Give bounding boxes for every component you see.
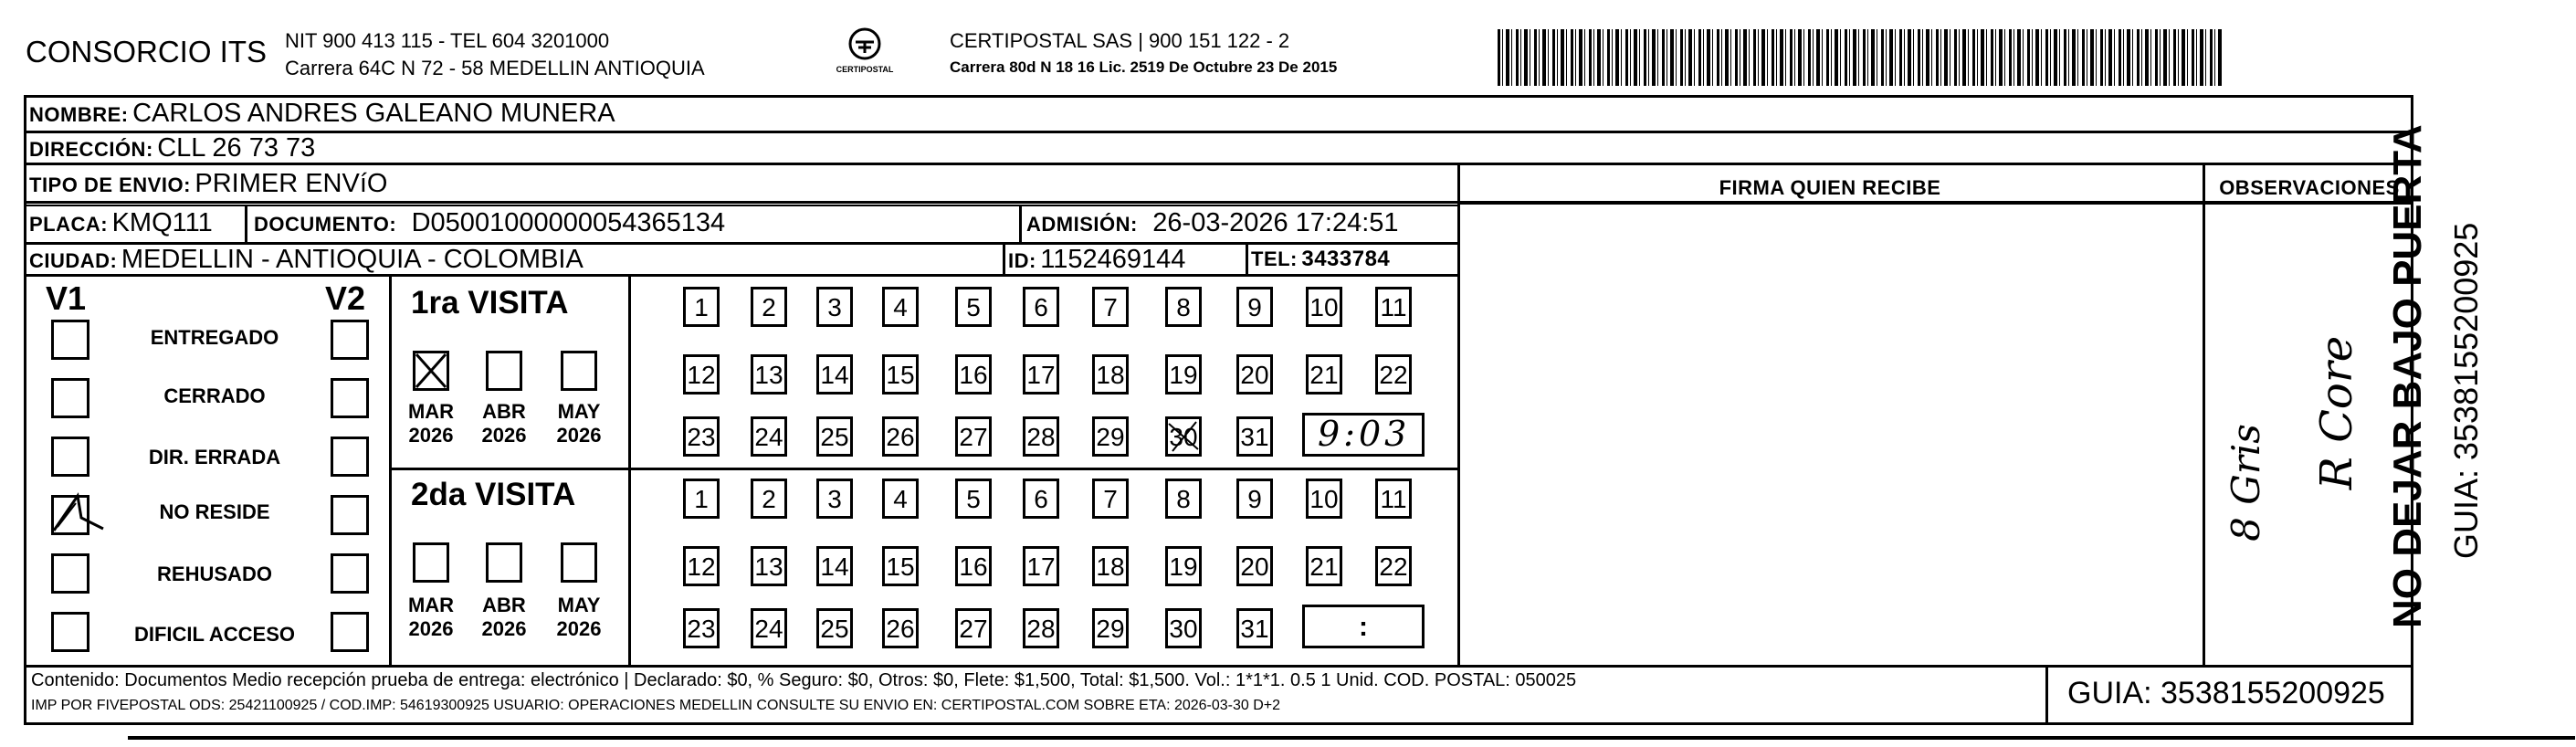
first-day-25[interactable]: 25 xyxy=(816,416,853,457)
handwritten-check-mark xyxy=(50,490,105,536)
handwritten-time: 9:03 xyxy=(1318,414,1411,454)
col-divider xyxy=(1003,243,1005,276)
first-day-8[interactable]: 8 xyxy=(1165,287,1202,327)
id-row xyxy=(1008,245,1185,275)
second-day-6[interactable]: 6 xyxy=(1023,479,1059,519)
first-day-26[interactable]: 26 xyxy=(882,416,919,457)
month-name: MAR xyxy=(407,594,455,616)
status-cerrado: CERRADO xyxy=(163,384,266,407)
second-day-28[interactable]: 28 xyxy=(1023,608,1059,648)
month-year: 2026 xyxy=(481,424,527,447)
second-day-21[interactable]: 21 xyxy=(1306,546,1342,586)
second-visit-title: 2da VISITA xyxy=(411,477,576,512)
tipo-row xyxy=(29,169,387,199)
second-day-2[interactable]: 2 xyxy=(751,479,787,519)
v2-checkbox-cerrado[interactable] xyxy=(331,378,369,418)
second-day-7[interactable]: 7 xyxy=(1092,479,1129,519)
row-divider xyxy=(391,468,1459,470)
second-day-13[interactable]: 13 xyxy=(751,546,787,586)
tipo-value: PRIMER ENVíO xyxy=(195,169,388,198)
bottom-rule xyxy=(128,736,2575,740)
observaciones-area[interactable] xyxy=(2205,205,2413,665)
documento-row xyxy=(254,208,725,238)
second-day-10[interactable]: 10 xyxy=(1306,479,1342,519)
row-divider xyxy=(24,163,2413,165)
footer-imp: IMP POR FIVEPOSTAL ODS: 25421100925 / COD.IMP: 54619300925 USUARIO: OPERACIONES MEDELLIN CONSULTE SU ENVIO EN: CERTIPOSTAL.COM SOBRE ETA: 2026-03-30 D+2 xyxy=(31,698,1281,713)
first-day-5[interactable]: 5 xyxy=(955,287,992,327)
second-month-checkbox-mar[interactable] xyxy=(413,542,449,583)
col-divider xyxy=(1019,205,1022,243)
tel-label: TEL: xyxy=(1251,247,1298,270)
v2-checkbox-entregado[interactable] xyxy=(331,320,369,360)
row-divider xyxy=(24,131,2413,133)
first-day-7[interactable]: 7 xyxy=(1092,287,1129,327)
second-day-31[interactable]: 31 xyxy=(1236,608,1273,648)
first-month-may xyxy=(552,400,606,447)
side-warning: NO DEJAR BAJO PUERTA xyxy=(2385,124,2430,628)
company-nit: NIT 900 413 115 - TEL 604 3201000 xyxy=(285,29,610,52)
second-day-18[interactable]: 18 xyxy=(1092,546,1129,586)
second-visit-time-box[interactable] xyxy=(1302,605,1425,648)
first-day-12[interactable]: 12 xyxy=(683,354,720,395)
col-divider xyxy=(628,276,631,667)
month-name: MAY xyxy=(557,400,601,423)
second-month-may xyxy=(552,594,606,641)
first-day-4[interactable]: 4 xyxy=(882,287,919,327)
documento-value: D05001000000054365134 xyxy=(411,208,726,237)
first-visit-title: 1ra VISITA xyxy=(411,285,569,321)
first-month-checkbox-mar[interactable] xyxy=(413,351,449,391)
first-day-28[interactable]: 28 xyxy=(1023,416,1059,457)
col-divider xyxy=(389,276,392,667)
first-day-16[interactable]: 16 xyxy=(955,354,992,395)
second-day-11[interactable]: 11 xyxy=(1375,479,1412,519)
placa-value: KMQ111 xyxy=(111,208,213,237)
second-day-22[interactable]: 22 xyxy=(1375,546,1412,586)
handwritten-note-2: R Core xyxy=(2311,335,2363,490)
certipostal-logo xyxy=(833,26,897,89)
col-divider xyxy=(1457,164,1460,667)
footer-contenido: Contenido: Documentos Medio recepción prueba de entrega: electrónico | Declarado: $0, % Seguro: $0, Otros: $0, Flete: $1,500, Total: $1,500. Vol.: 1*1*1. 0.5 1 Unid. COD. POSTAL: 050025 xyxy=(31,670,1577,690)
direccion-value: CLL 26 73 73 xyxy=(157,133,316,163)
v2-checkbox-rehusado[interactable] xyxy=(331,553,369,594)
month-year: 2026 xyxy=(556,617,602,640)
second-day-19[interactable]: 19 xyxy=(1165,546,1202,586)
first-visit-time-box[interactable] xyxy=(1302,413,1425,457)
placa-label: PLACA: xyxy=(29,213,109,236)
first-day-6[interactable]: 6 xyxy=(1023,287,1059,327)
second-day-5[interactable]: 5 xyxy=(955,479,992,519)
second-day-4[interactable]: 4 xyxy=(882,479,919,519)
v1-checkbox-entregado[interactable] xyxy=(51,320,89,360)
first-day-22[interactable]: 22 xyxy=(1375,354,1412,395)
admision-value: 26-03-2026 17:24:51 xyxy=(1152,208,1399,237)
admision-label: ADMISIÓN: xyxy=(1026,213,1138,236)
admision-row xyxy=(1026,208,1399,238)
first-day-21[interactable]: 21 xyxy=(1306,354,1342,395)
col-divider xyxy=(1246,243,1248,276)
first-day-19[interactable]: 19 xyxy=(1165,354,1202,395)
nombre-label: NOMBRE: xyxy=(29,103,129,126)
tel-value: 3433784 xyxy=(1301,247,1391,271)
col-divider xyxy=(2045,667,2048,725)
status-entregado: ENTREGADO xyxy=(150,326,279,349)
v1-checkbox-cerrado[interactable] xyxy=(51,378,89,418)
second-day-16[interactable]: 16 xyxy=(955,546,992,586)
tel-row xyxy=(1251,247,1390,272)
logo-text: CERTIPOSTAL xyxy=(836,65,894,74)
month-name: MAY xyxy=(557,594,601,616)
first-day-17[interactable]: 17 xyxy=(1023,354,1059,395)
carrier-name: CERTIPOSTAL SAS | 900 151 122 - 2 xyxy=(950,29,1290,52)
second-month-checkbox-may[interactable] xyxy=(561,542,597,583)
handwritten-note-1: 8 Gris xyxy=(2223,424,2268,542)
second-day-27[interactable]: 27 xyxy=(955,608,992,648)
first-day-1[interactable]: 1 xyxy=(683,287,720,327)
first-day-3[interactable]: 3 xyxy=(816,287,853,327)
first-day-29[interactable]: 29 xyxy=(1092,416,1129,457)
direccion-row xyxy=(29,133,315,163)
certipostal-logo-icon xyxy=(846,26,883,62)
v2-label: V2 xyxy=(325,279,366,317)
second-day-30[interactable]: 30 xyxy=(1165,608,1202,648)
month-name: MAR xyxy=(407,400,455,423)
second-day-15[interactable]: 15 xyxy=(882,546,919,586)
second-day-25[interactable]: 25 xyxy=(816,608,853,648)
v1-checkbox-dificil-acceso[interactable] xyxy=(51,612,89,652)
first-day-27[interactable]: 27 xyxy=(955,416,992,457)
row-divider xyxy=(24,665,2413,668)
second-month-checkbox-abr[interactable] xyxy=(486,542,522,583)
time-placeholder: : xyxy=(1359,612,1368,642)
id-value: 1152469144 xyxy=(1040,245,1186,274)
scribble-mark xyxy=(1165,416,1202,457)
company-name: CONSORCIO ITS xyxy=(26,35,268,68)
first-day-30[interactable]: 30 xyxy=(1165,416,1202,457)
month-year: 2026 xyxy=(481,617,527,640)
month-year: 2026 xyxy=(408,617,454,640)
ciudad-value: MEDELLIN - ANTIOQUIA - COLOMBIA xyxy=(121,245,584,274)
first-day-18[interactable]: 18 xyxy=(1092,354,1129,395)
second-day-8[interactable]: 8 xyxy=(1165,479,1202,519)
status-rehusado: REHUSADO xyxy=(157,563,272,585)
second-day-1[interactable]: 1 xyxy=(683,479,720,519)
firma-header: FIRMA QUIEN RECIBE xyxy=(1719,176,1941,199)
second-day-26[interactable]: 26 xyxy=(882,608,919,648)
second-day-14[interactable]: 14 xyxy=(816,546,853,586)
second-day-24[interactable]: 24 xyxy=(751,608,787,648)
first-day-20[interactable]: 20 xyxy=(1236,354,1273,395)
footer-guia: GUIA: 3538155200925 xyxy=(2067,676,2385,710)
tipo-label: TIPO DE ENVIO: xyxy=(29,174,191,196)
first-day-14[interactable]: 14 xyxy=(816,354,853,395)
first-month-abr xyxy=(477,400,531,447)
observaciones-header: OBSERVACIONES xyxy=(2219,176,2400,199)
ciudad-row xyxy=(29,245,584,275)
placa-row xyxy=(29,208,213,238)
v1-checkbox-rehusado[interactable] xyxy=(51,553,89,594)
first-day-13[interactable]: 13 xyxy=(751,354,787,395)
status-no-reside: NO RESIDE xyxy=(159,500,270,523)
id-label: ID: xyxy=(1008,249,1036,272)
first-month-checkbox-may[interactable] xyxy=(561,351,597,391)
side-guia: GUIA: 3538155200925 xyxy=(2447,222,2485,559)
first-month-checkbox-abr[interactable] xyxy=(486,351,522,391)
row-divider xyxy=(24,205,1457,206)
month-name: ABR xyxy=(482,594,526,616)
barcode-icon xyxy=(1498,29,2224,86)
second-day-9[interactable]: 9 xyxy=(1236,479,1273,519)
direccion-label: DIRECCIÓN: xyxy=(29,138,153,161)
v1-checkbox-no-reside[interactable] xyxy=(51,495,89,535)
first-day-11[interactable]: 11 xyxy=(1375,287,1412,327)
first-day-23[interactable]: 23 xyxy=(683,416,720,457)
carrier-address: Carrera 80d N 18 16 Lic. 2519 De Octubre 23 De 2015 xyxy=(950,58,1338,76)
x-mark-icon xyxy=(413,351,449,391)
first-day-2[interactable]: 2 xyxy=(751,287,787,327)
v1-label: V1 xyxy=(46,279,87,317)
status-dificil-acceso: DIFICIL ACCESO xyxy=(133,623,295,646)
second-day-17[interactable]: 17 xyxy=(1023,546,1059,586)
second-day-29[interactable]: 29 xyxy=(1092,608,1129,648)
first-day-31[interactable]: 31 xyxy=(1236,416,1273,457)
first-day-9[interactable]: 9 xyxy=(1236,287,1273,327)
ciudad-label: CIUDAD: xyxy=(29,249,118,272)
v2-checkbox-dificil-acceso[interactable] xyxy=(331,612,369,652)
status-dir-errada: DIR. ERRADA xyxy=(148,446,281,468)
second-month-mar xyxy=(404,594,458,641)
second-day-23[interactable]: 23 xyxy=(683,608,720,648)
col-divider xyxy=(245,205,247,243)
first-day-10[interactable]: 10 xyxy=(1306,287,1342,327)
v2-checkbox-no-reside[interactable] xyxy=(331,495,369,535)
second-day-12[interactable]: 12 xyxy=(683,546,720,586)
second-day-3[interactable]: 3 xyxy=(816,479,853,519)
nombre-value: CARLOS ANDRES GALEANO MUNERA xyxy=(132,99,615,128)
first-day-15[interactable]: 15 xyxy=(882,354,919,395)
first-day-24[interactable]: 24 xyxy=(751,416,787,457)
company-address: Carrera 64C N 72 - 58 MEDELLIN ANTIOQUIA xyxy=(285,57,705,79)
v1-checkbox-dir-errada[interactable] xyxy=(51,437,89,477)
month-year: 2026 xyxy=(556,424,602,447)
v2-checkbox-dir-errada[interactable] xyxy=(331,437,369,477)
month-name: ABR xyxy=(482,400,526,423)
second-day-20[interactable]: 20 xyxy=(1236,546,1273,586)
second-month-abr xyxy=(477,594,531,641)
documento-label: DOCUMENTO: xyxy=(254,213,397,236)
first-month-mar xyxy=(404,400,458,447)
nombre-row xyxy=(29,99,615,129)
month-year: 2026 xyxy=(408,424,454,447)
